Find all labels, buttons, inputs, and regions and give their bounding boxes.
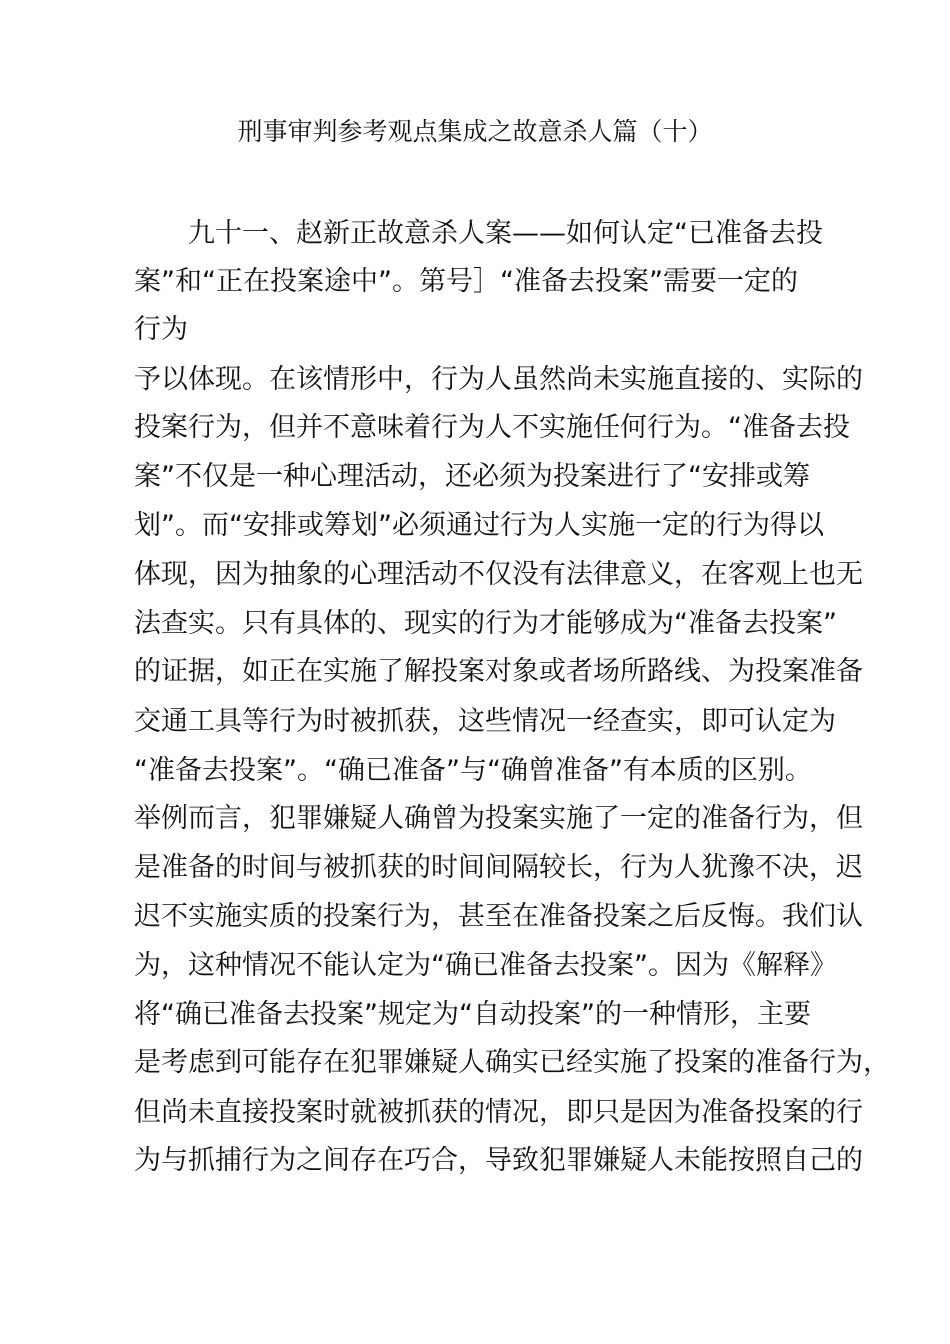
paragraph-line: 体现，因为抽象的心理活动不仅没有法律意义，在客观上也无	[134, 559, 863, 590]
paragraph-line: 行为	[134, 314, 188, 345]
paragraph-line: 划”。而“安排或筹划”必须通过行为人实施一定的行为得以	[134, 510, 824, 541]
paragraph-line: 迟不实施实质的投案行为，甚至在准备投案之后反悔。我们认	[134, 901, 863, 932]
paragraph-line: 案”不仅是一种心理活动，还必须为投案进行了“安排或筹	[134, 461, 810, 492]
paragraph-line: 的证据，如正在实施了解投案对象或者场所路线、为投案准备	[134, 656, 863, 687]
paragraph-line: 九十一、赵新正故意杀人案——如何认定“已准备去投	[134, 218, 823, 249]
paragraph-line: 将“确已准备去投案”规定为“自动投案”的一种情形，主要	[134, 999, 811, 1030]
paragraph-line: “准备去投案”。“确已准备”与“确曾准备”有本质的区别。	[134, 755, 812, 786]
paragraph-line: 为与抓捕行为之间存在巧合，导致犯罪嫌疑人未能按照自己的	[134, 1145, 863, 1176]
paragraph-line: 法查实。只有具体的、现实的行为才能够成为“准备去投案”	[134, 608, 837, 639]
paragraph-line: 交通工具等行为时被抓获，这些情况一经查实，即可认定为	[134, 706, 836, 737]
document-title: 刑事审判参考观点集成之故意杀人篇（十）	[237, 117, 713, 146]
paragraph-line: 是考虑到可能存在犯罪嫌疑人确实已经实施了投案的准备行为，	[134, 1047, 890, 1078]
paragraph-line: 举例而言，犯罪嫌疑人确曾为投案实施了一定的准备行为，但	[134, 803, 863, 834]
paragraph-line: 予以体现。在该情形中，行为人虽然尚未实施直接的、实际的	[134, 364, 863, 395]
paragraph-line: 投案行为，但并不意味着行为人不实施任何行为。“准备去投	[134, 412, 850, 443]
paragraph-line: 为，这种情况不能认定为“确已准备去投案”。因为《解释》	[134, 950, 837, 981]
paragraph-line: 是准备的时间与被抓获的时间间隔较长，行为人犹豫不决，迟	[134, 852, 863, 883]
paragraph-line: 但尚未直接投案时就被抓获的情况，即只是因为准备投案的行	[134, 1097, 863, 1128]
paragraph-line: 案”和“正在投案途中”。第号］“准备去投案”需要一定的	[134, 266, 798, 297]
